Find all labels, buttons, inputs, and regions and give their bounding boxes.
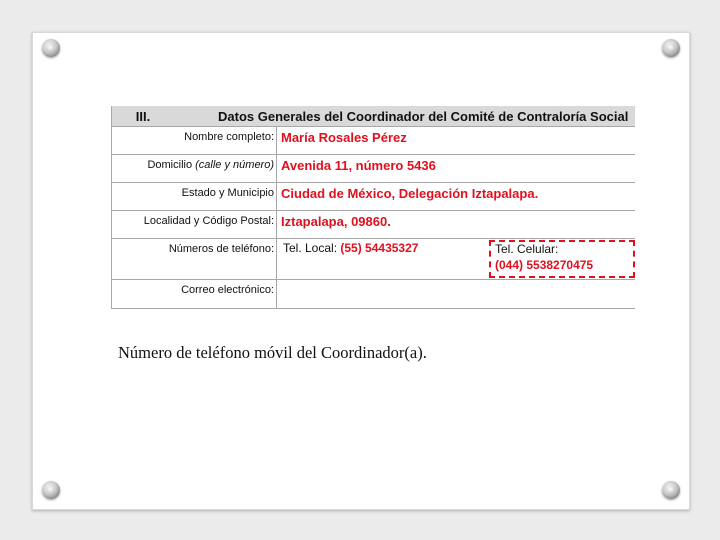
form-row-name — [112, 127, 635, 155]
form-row-address — [112, 155, 635, 183]
address-label-main: Domicilio — [147, 159, 196, 171]
state-label: Estado y Municipio — [112, 183, 277, 210]
slide-caption: Número de teléfono móvil del Coordinador(a). — [118, 343, 427, 362]
coordinator-form — [111, 106, 635, 309]
pushpin-icon — [662, 39, 680, 57]
form-row-state — [112, 183, 635, 211]
pushpin-icon — [42, 481, 60, 499]
pushpin-icon — [662, 481, 680, 499]
form-row-phone — [112, 239, 635, 280]
locality-label: Localidad y Código Postal: — [112, 211, 277, 238]
mobile-phone-value: (044) 5538270475 — [495, 258, 594, 272]
form-header — [112, 106, 635, 127]
name-value: María Rosales Pérez — [281, 130, 407, 145]
mobile-phone-label: Tel. Celular: — [495, 242, 559, 256]
locality-value: Iztapalapa, 09860. — [281, 214, 391, 229]
state-value: Ciudad de México, Delegación Iztapalapa. — [281, 186, 539, 201]
mobile-phone-highlight — [489, 240, 635, 278]
form-row-email — [112, 280, 635, 309]
phone-label: Números de teléfono: — [112, 239, 277, 279]
pushpin-icon — [42, 39, 60, 57]
email-value — [277, 280, 635, 308]
address-value: Avenida 11, número 5436 — [281, 158, 436, 173]
local-phone-label: Tel. Local: — [283, 241, 341, 255]
form-row-locality — [112, 211, 635, 239]
local-phone — [277, 239, 489, 279]
section-title: Datos Generales del Coordinador del Comité de Contraloría Social — [218, 108, 629, 124]
address-label-italic: (calle y número) — [195, 159, 274, 171]
section-number: III. — [135, 108, 151, 124]
phone-values — [277, 239, 635, 279]
address-label — [112, 155, 277, 182]
name-label: Nombre completo: — [112, 127, 277, 154]
email-label: Correo electrónico: — [112, 280, 277, 308]
local-phone-value: (55) 54435327 — [340, 241, 419, 255]
